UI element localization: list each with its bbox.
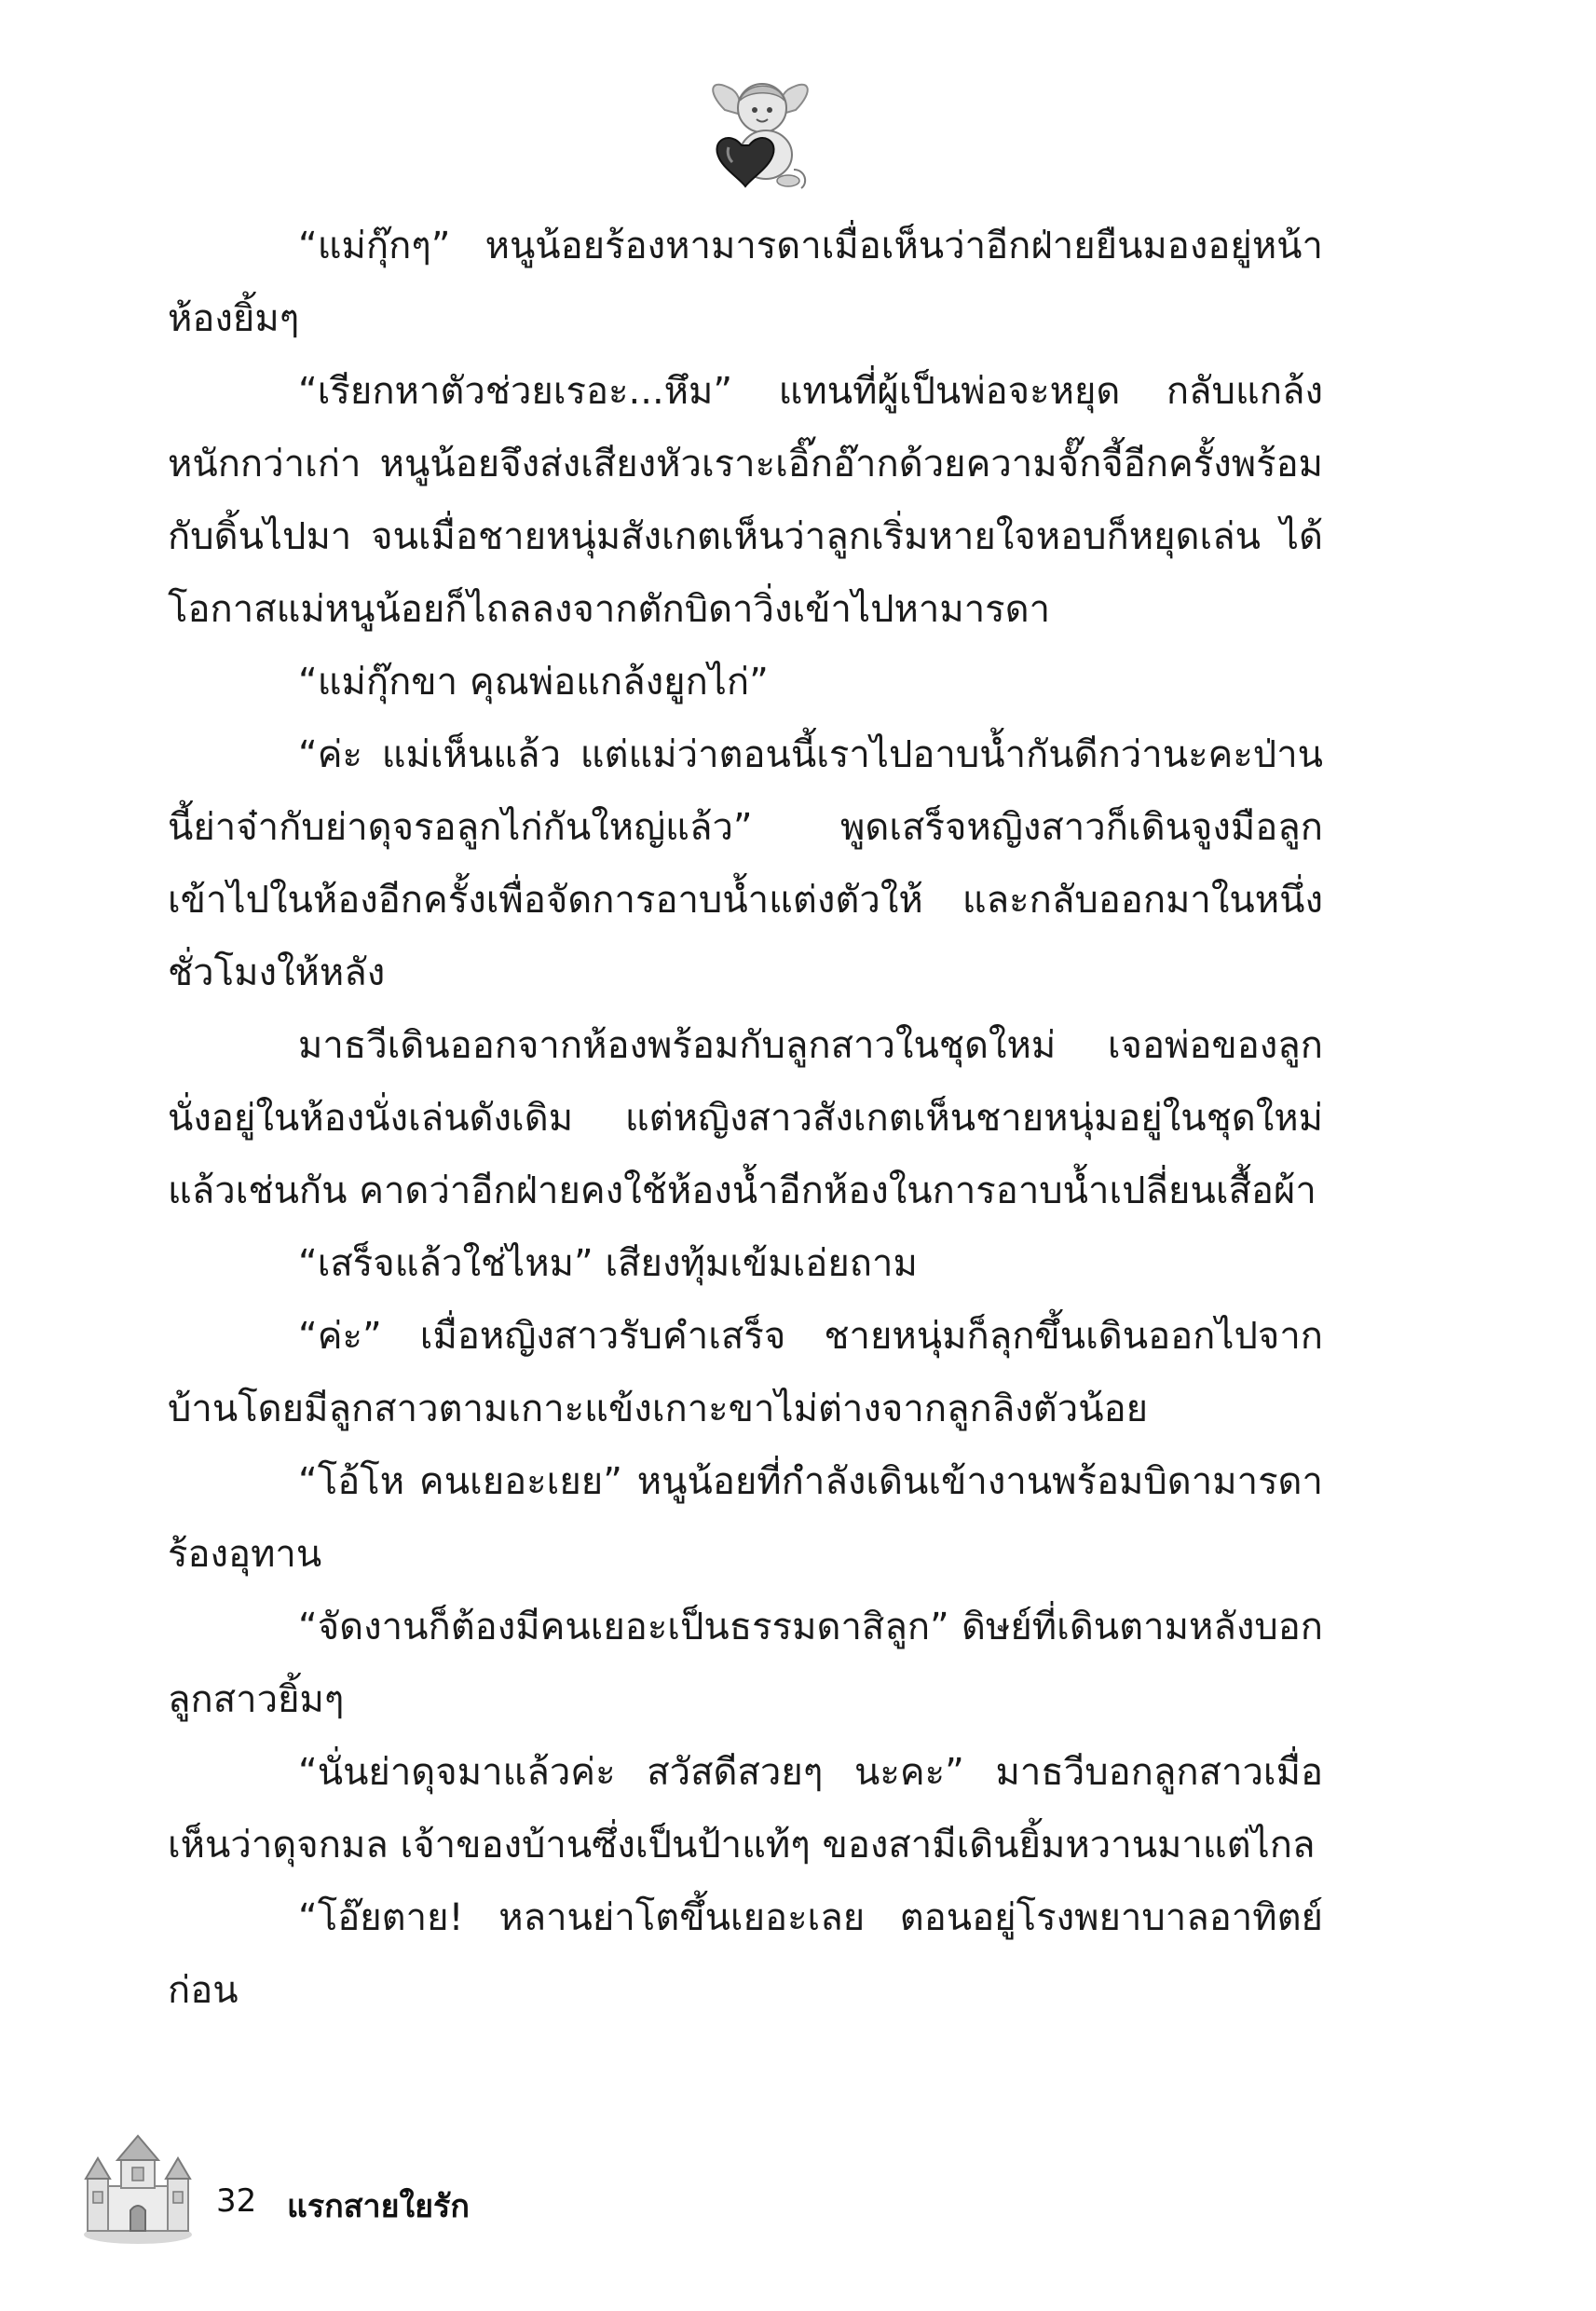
paragraph: “เรียกหาตัวช่วยเรอะ...หึม” แทนที่ผู้เป็นพ่อจะหยุด กลับแกล้งหนักกว่าเก่า หนูน้อยจึงส่งเสียงหัวเราะเอิ๊กอ๊ากด้วยความจั๊กจี้อีกครั้งพร้อมกับดิ้นไปมา จนเมื่อชายหนุ่มสังเกตเห็นว่าลูกเริ่มหายใจหอบก็หยุดเล่น ได้โอกาสแม่หนูน้อยก็ไถลลงจากตักบิดาวิ่งเข้าไปหามารดา [168, 370, 1323, 631]
paragraph: “ค่ะ” เมื่อหญิงสาวรับคำเสร็จ ชายหนุ่มก็ลุกขึ้นเดินออกไปจากบ้านโดยมีลูกสาวตามเกาะแข้งเกาะขาไม่ต่างจากลูกลิงตัวน้อย [168, 1315, 1323, 1430]
paragraph: มาธวีเดินออกจากห้องพร้อมกับลูกสาวในชุดใหม่ เจอพ่อของลูกนั่งอยู่ในห้องนั่งเล่นดังเดิม แต่หญิงสาวสังเกตเห็นชายหนุ่มอยู่ในชุดใหม่แล้วเช่นกัน คาดว่าอีกฝ่ายคงใช้ห้องน้ำอีกห้องในการอาบน้ำเปลี่ยนเสื้อผ้า [168, 1024, 1323, 1212]
page-number: 32 [216, 2182, 257, 2220]
cupid-heart-icon [704, 73, 816, 194]
paragraph: “จัดงานก็ต้องมีคนเยอะเป็นธรรมดาสิลูก” ดิษย์ที่เดินตามหลังบอกลูกสาวยิ้มๆ [168, 1606, 1323, 1721]
body-text [168, 210, 1323, 2027]
paragraph: “แม่กุ๊กขา คุณพ่อแกล้งยูกไก่” [298, 661, 769, 704]
castle-icon [80, 2134, 201, 2246]
paragraph: “นั่นย่าดุจมาแล้วค่ะ สวัสดีสวยๆ นะคะ” มาธวีบอกลูกสาวเมื่อเห็นว่าดุจกมล เจ้าของบ้านซึ่งเป็นป้าแท้ๆ ของสามีเดินยิ้มหวานมาแต่ไกล [168, 1751, 1323, 1867]
paragraph: “โอ๊ยตาย! หลานย่าโตขึ้นเยอะเลย ตอนอยู่โรงพยาบาลอาทิตย์ก่อน [168, 1896, 1323, 2012]
paragraph: “ค่ะ แม่เห็นแล้ว แต่แม่ว่าตอนนี้เราไปอาบน้ำกันดีกว่านะคะป่านนี้ย่าจ๋ากับย่าดุจรอลูกไก่กันใหญ่แล้ว” พูดเสร็จหญิงสาวก็เดินจูงมือลูกเข้าไปในห้องอีกครั้งเพื่อจัดการอาบน้ำแต่งตัวให้ และกลับออกมาในหนึ่งชั่วโมงให้หลัง [168, 733, 1323, 994]
book-title: แรกสายใยรัก [287, 2188, 470, 2225]
page-footer [80, 2134, 732, 2246]
paragraph: “โอ้โห คนเยอะเยย” หนูน้อยที่กำลังเดินเข้างานพร้อมบิดามารดาร้องอุทาน [168, 1460, 1323, 1576]
paragraph: “เสร็จแล้วใช่ไหม” เสียงทุ้มเข้มเอ่ยถาม [298, 1242, 918, 1285]
paragraph: “แม่กุ๊กๆ” หนูน้อยร้องหามารดาเมื่อเห็นว่าอีกฝ่ายยืนมองอยู่หน้าห้องยิ้มๆ [168, 225, 1323, 340]
